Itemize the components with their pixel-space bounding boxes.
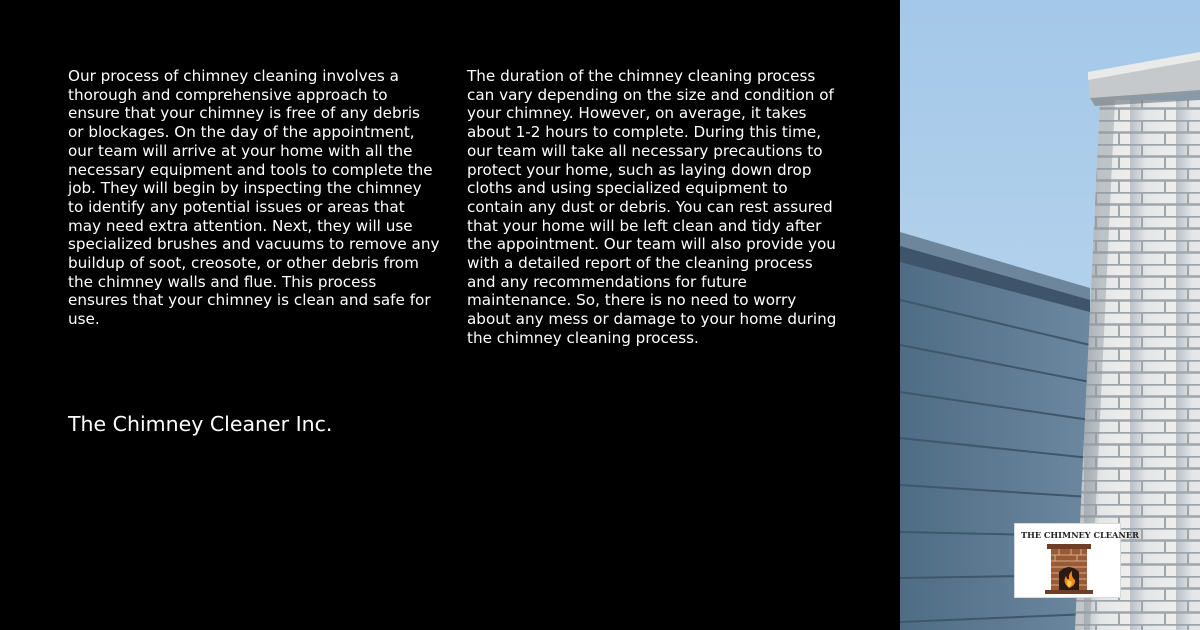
- chimney-logo-icon: [1045, 544, 1093, 594]
- logo-wordmark: THE CHIMNEY CLEANER: [1021, 530, 1139, 540]
- paragraph-process: Our process of chimney cleaning involves a thorough and comprehensive approach to ensure that your chimney is free of any debris or blockages. On the day of the appointment, our team will arrive at your home with all the necessary equipment and tools to complete the job. They will begin by inspecting the chimney to identify any potential issues or areas that may need extra attention. Next, they will use specialized brushes and vacuums to remove any buildup of soot, creosote, or other debris from the chimney walls and flue. This process ensures that your chimney is clean and safe for use.: [68, 67, 440, 329]
- paragraph-duration: The duration of the chimney cleaning process can vary depending on the size and condition of your chimney. However, on average, it takes about 1-2 hours to complete. During this time, our team will take all necessary precautions to protect your home, such as laying down drop cloths and using specialized equipment to contain any dust or debris. You can rest assured that your home will be left clean and tidy after the appointment. Our team will also provide you with a detailed report of the cleaning process and any recommendations for future maintenance. So, there is no need to worry about any mess or damage to your home during the chimney cleaning process.: [467, 67, 837, 347]
- company-name: The Chimney Cleaner Inc.: [68, 412, 333, 436]
- company-logo: [1014, 523, 1139, 598]
